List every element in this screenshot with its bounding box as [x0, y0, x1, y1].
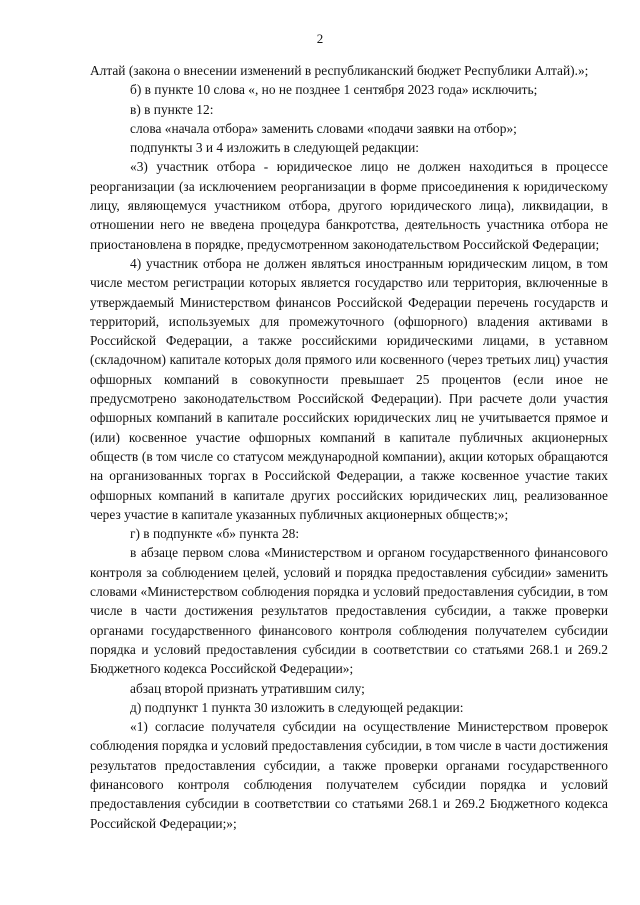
paragraph-continuation: Алтай (закона о внесении изменений в республиканский бюджет Республики Алтай).»; [90, 63, 589, 78]
document-body [90, 61, 608, 833]
paragraph-subitems-intro: подпункты 3 и 4 изложить в следующей редакции: [130, 140, 419, 156]
paragraph-replace-words: слова «начала отбора» заменить словами «подачи заявки на отбор»; [130, 120, 517, 136]
paragraph-item-d: д) подпункт 1 пункта 30 изложить в следующей редакции: [130, 699, 464, 715]
paragraph-subitem-1: «1) согласие получателя субсидии на осуществление Министерством проверок соблюдения порядка и условий предоставления субсидии, в том числе в части достижения результатов предоставления субсидии, а также проверки органами государственного финансового контроля соблюдения получателем субсидии порядка и условий предоставления субсидии в соответствии со статьями 268.1 и 269.2 Бюджетного кодекса Российской Федерации;»; [90, 719, 608, 831]
paragraph-item-b: б) в пункте 10 слова «, но не позднее 1 сентября 2023 года» исключить; [130, 82, 538, 98]
paragraph-subitem-4: 4) участник отбора не должен являться иностранным юридическим лицом, в том числе местом регистрации которых является государство или территория, включенные в утверждаемый Министерством финансов Российской Федерации перечень государств и территорий, используемых для промежуточного (офшорного) владения активами в Российской Федерации, а также российскими юридическими лицами, в уставном (складочном) капитале которых доля прямого или косвенного (через третьих лиц) участия офшорных компаний в совокупности превышает 25 процентов (если иное не предусмотрено законодательством Российской Федерации). При расчете доли участия офшорных компаний в капитале российских юридических лиц не учитывается прямое и (или) косвенное участие офшорных компаний в капитале публичных акционерных обществ (в том числе со статусом международной компании), акции которых обращаются на организованных торгах в Российской Федерации, а также косвенное участие таких офшорных компаний в капитале других российских юридических лиц, реализованное через участие в капитале указанных публичных акционерных обществ;»; [90, 255, 608, 522]
paragraph-second-abzac: абзац второй признать утратившим силу; [130, 680, 365, 696]
paragraph-item-g: г) в подпункте «б» пункта 28: [130, 526, 300, 542]
paragraph-first-abzac: в абзаце первом слова «Министерством и органом государственного финансового контроля за соблюдением целей, условий и порядка предоставления субсидии» заменить словами «Министерством соблюдения порядка и условий предоставления субсидии, в том числе в части достижения результатов предоставления субсидии, а также проверки органами государственного финансового контроля соблюдения получателем субсидии порядка и условий предоставления субсидии в соответствии со статьями 268.1 и 269.2 Бюджетного кодекса Российской Федерации»; [90, 545, 608, 677]
page-number: 2 [316, 31, 324, 46]
paragraph-subitem-3: «3) участник отбора - юридическое лицо не должен находиться в процессе реорганизации (за исключением реорганизации в форме присоединения к юридическому лицу, являющемуся участником отбора, другого юридического лица), ликвидации, в отношении него не введена процедура банкротства, деятельность участника отбора не приостановлена в порядке, предусмотренном законодательством Российской Федерации; [90, 159, 608, 252]
paragraph-item-v: в) в пункте 12: [130, 101, 214, 117]
